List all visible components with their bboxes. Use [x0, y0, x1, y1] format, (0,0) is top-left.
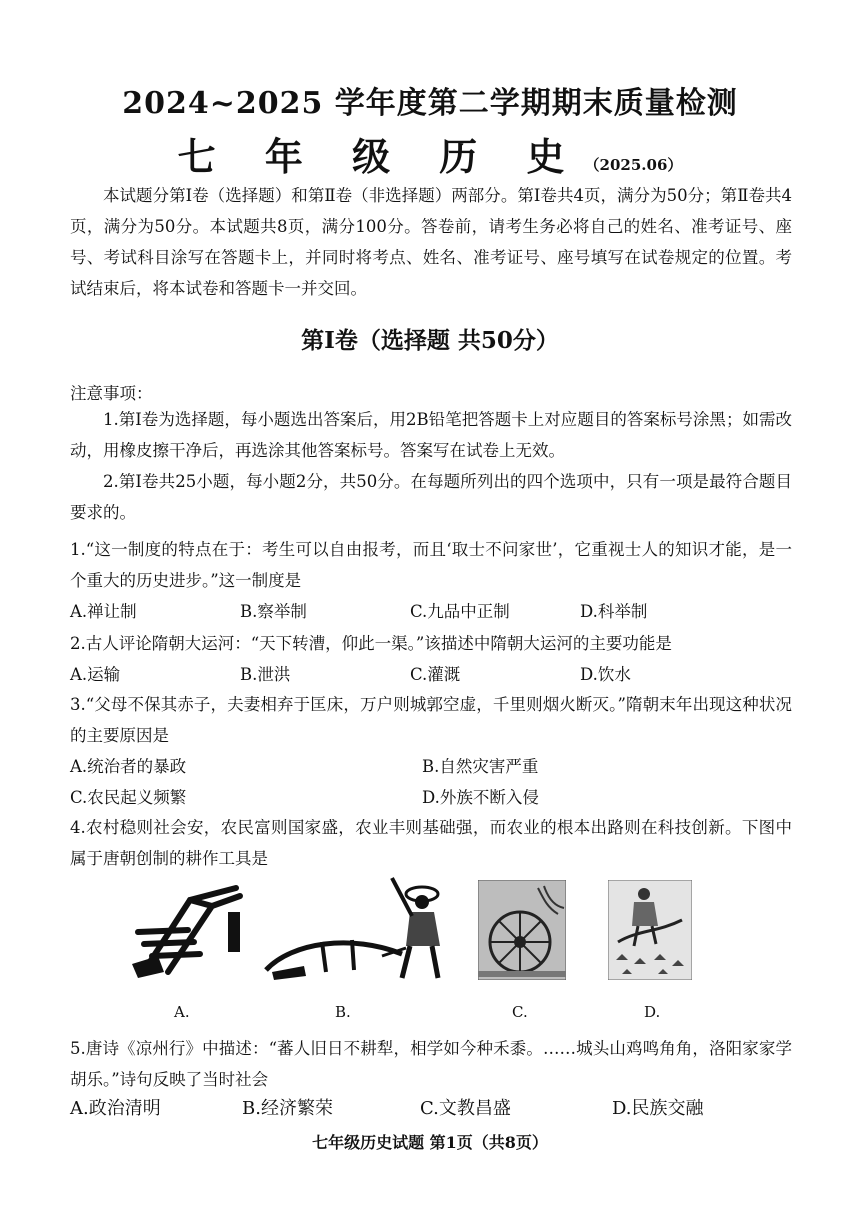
exam-title: 2024~2025 学年度第二学期期末质量检测 — [122, 86, 738, 121]
question-1-option-b: B.察举制 — [240, 602, 307, 621]
exam-date: （2025.06） — [584, 156, 683, 174]
intro-paragraph: 本试题分第Ⅰ卷（选择题）和第Ⅱ卷（非选择题）两部分。第Ⅰ卷共4页，满分为50分；第Ⅱ卷共4页，满分为50分。本试题共8页，满分100分。答卷前，请考生务必将自己的姓名、准考证号、座号、考试科目涂写在答题卡上，并同时将考点、姓名、准考证号、座号填写在试卷规定的位置。考试结束后，将本试卷和答题卡一并交回。 — [70, 186, 792, 298]
plow-frame-figure — [128, 872, 246, 984]
question-1-options — [70, 598, 792, 622]
note-2: 2.第Ⅰ卷共25小题，每小题2分，共50分。在每题所列出的四个选项中，只有一项是最符合题目要求的。 — [70, 472, 792, 522]
question-5-option-c: C.文教昌盛 — [420, 1098, 511, 1119]
question-4-option-c: C. — [512, 1003, 528, 1021]
question-5-option-a: A.政治清明 — [70, 1098, 161, 1119]
question-2-option-b: B.泄洪 — [240, 665, 291, 684]
plow-painting-figure — [608, 880, 692, 980]
note-1: 1.第Ⅰ卷为选择题，每小题选出答案后，用2B铅笔把答题卡上对应题目的答案标号涂黑；如需改动，用橡皮擦干净后，再选涂其他答案标号。答案写在试卷上无效。 — [70, 410, 792, 460]
question-4-option-d: D. — [644, 1003, 661, 1021]
notes-heading: 注意事项： — [70, 384, 153, 403]
section-title: 第Ⅰ卷（选择题 共50分） — [301, 327, 559, 354]
question-1-option-c: C.九品中正制 — [410, 602, 510, 621]
question-4-option-a: A. — [174, 1003, 190, 1021]
question-2-options — [70, 661, 792, 685]
question-3-option-a: A.统治者的暴政 — [70, 757, 187, 776]
page-footer: 七年级历史试题 第1页（共8页） — [312, 1133, 548, 1152]
subject-title — [0, 126, 860, 181]
question-1-stem: 1.“这一制度的特点在于：考生可以自由报考，而且‘取士不问家世’，它重视士人的知识才能，是一个重大的历史进步。”这一制度是 — [70, 540, 792, 590]
question-2-option-c: C.灌溉 — [410, 665, 461, 684]
question-1-option-a: A.禅让制 — [70, 602, 137, 621]
question-3-option-c: C.农民起义频繁 — [70, 788, 187, 807]
question-5-option-d: D.民族交融 — [612, 1098, 704, 1119]
waterwheel-photo — [478, 880, 566, 980]
question-3-stem: 3.“父母不保其赤子，夫妻相弃于匡床，万户则城郭空虚，千里则烟火断灭。”隋朝末年出现这种状况的主要原因是 — [70, 695, 792, 745]
question-4-stem: 4.农村稳则社会安，农民富则国家盛，农业丰则基础强，而农业的根本出路则在科技创新。下图中属于唐朝创制的耕作工具是 — [70, 818, 792, 868]
farmer-plowing-figure — [262, 872, 446, 982]
question-5-option-b: B.经济繁荣 — [242, 1098, 333, 1119]
question-2-option-a: A.运输 — [70, 665, 121, 684]
question-1-option-d: D.科举制 — [580, 602, 648, 621]
question-4-option-b: B. — [335, 1003, 351, 1021]
question-3-option-d: D.外族不断入侵 — [422, 788, 539, 807]
question-2-stem: 2.古人评论隋朝大运河：“天下转漕，仰此一渠。”该描述中隋朝大运河的主要功能是 — [70, 634, 672, 653]
question-2-option-d: D.饮水 — [580, 665, 631, 684]
question-5-stem: 5.唐诗《凉州行》中描述：“蕃人旧日不耕犁，相学如今种禾黍。……城头山鸡鸣角角，洛阳家家学胡乐。”诗句反映了当时社会 — [70, 1039, 792, 1089]
subject-name: 七 年 级 历 史 — [177, 134, 583, 179]
question-3-option-b: B.自然灾害严重 — [422, 757, 539, 776]
